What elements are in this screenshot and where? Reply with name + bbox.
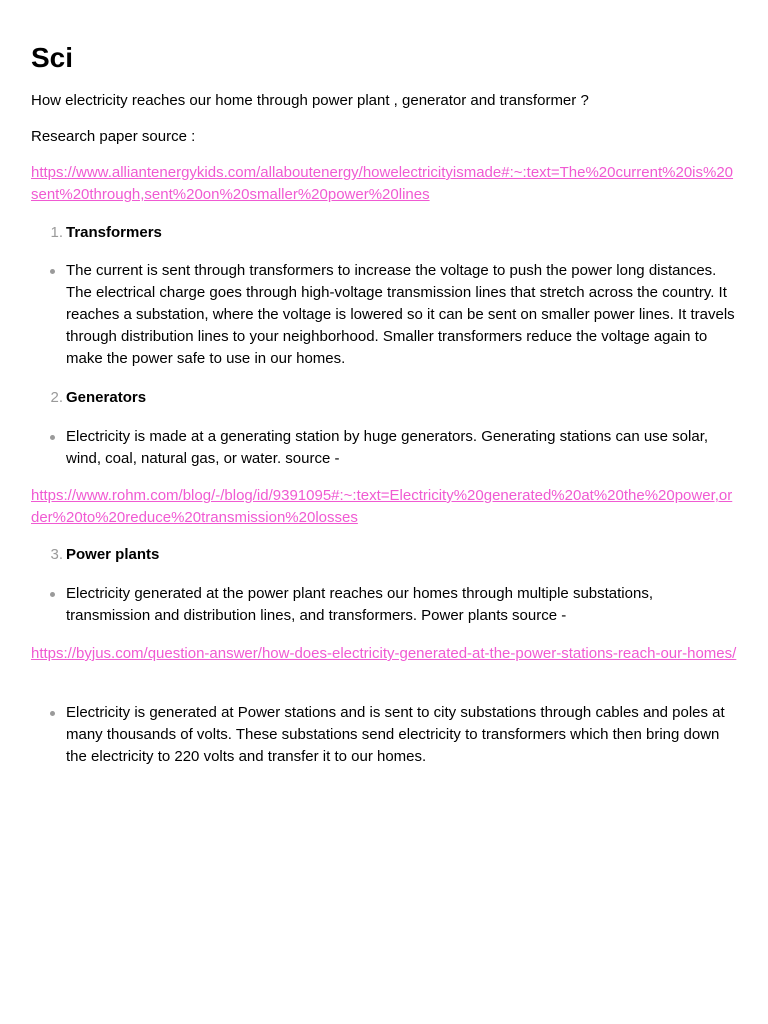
section-power-plants — [31, 544, 737, 566]
bullet-text: Electricity generated at the power plant reaches our homes through multiple substations, transmission and distribution lines, and transformers. Power plants source - — [66, 585, 653, 624]
source-link-2-container — [31, 485, 737, 529]
list-number: 1. — [50, 224, 63, 241]
bullet-power-stations — [31, 702, 737, 768]
source-link-rohm[interactable]: https://www.rohm.com/blog/-/blog/id/9391095#:~:text=Electricity%20generated%20at%20the%20power,order%20to%20reduce%20transmission%20losses — [31, 487, 733, 526]
bullet-marker — [50, 435, 55, 440]
section-generators — [31, 387, 737, 409]
bullet-transformers — [31, 260, 737, 370]
bullet-marker — [50, 592, 55, 597]
section-heading-generators: Generators — [66, 389, 147, 406]
bullet-text: The current is sent through transformers to increase the voltage to push the power long distances. The electrical charge goes through high-voltage transmission lines that stretch across the country. It reaches a substation, where the voltage is lowered so it can be sent on smaller power lines. It travels through distribution lines to your neighborhood. Smaller transformers reduce the voltage again to make the power safe to use in our homes. — [66, 262, 735, 367]
source-label: Research paper source : — [31, 128, 196, 145]
list-number: 2. — [50, 389, 63, 406]
bullet-text: Electricity is generated at Power stations and is sent to city substations through cables and poles at many thousands of volts. These substations send electricity to transformers which then bring down the electricity to 220 volts and transfer it to our homes. — [66, 704, 725, 765]
source-link-1-container — [31, 162, 737, 206]
source-link-alliantenergykids[interactable]: https://www.alliantenergykids.com/allaboutenergy/howelectricityismade#:~:text=The%20current%20is%20sent%20through,sent%20on%20smaller%20power%20lines — [31, 164, 734, 203]
bullet-text: Electricity is made at a generating station by huge generators. Generating stations can use solar, wind, coal, natural gas, or water. source - — [66, 428, 709, 467]
section-heading-transformers: Transformers — [66, 224, 162, 241]
list-number: 3. — [50, 546, 63, 563]
section-transformers — [31, 222, 737, 244]
bullet-power-plants — [31, 583, 737, 627]
source-link-3-container — [31, 643, 737, 665]
bullet-generators — [31, 426, 737, 470]
document-title: Sci — [31, 42, 74, 73]
section-heading-power-plants: Power plants — [66, 546, 160, 563]
source-link-byjus[interactable]: https://byjus.com/question-answer/how-does-electricity-generated-at-the-power-stations-reach-our-homes/ — [31, 645, 737, 662]
bullet-marker — [50, 269, 55, 274]
research-question: How electricity reaches our home through power plant , generator and transformer ? — [31, 92, 589, 109]
bullet-marker — [50, 711, 55, 716]
